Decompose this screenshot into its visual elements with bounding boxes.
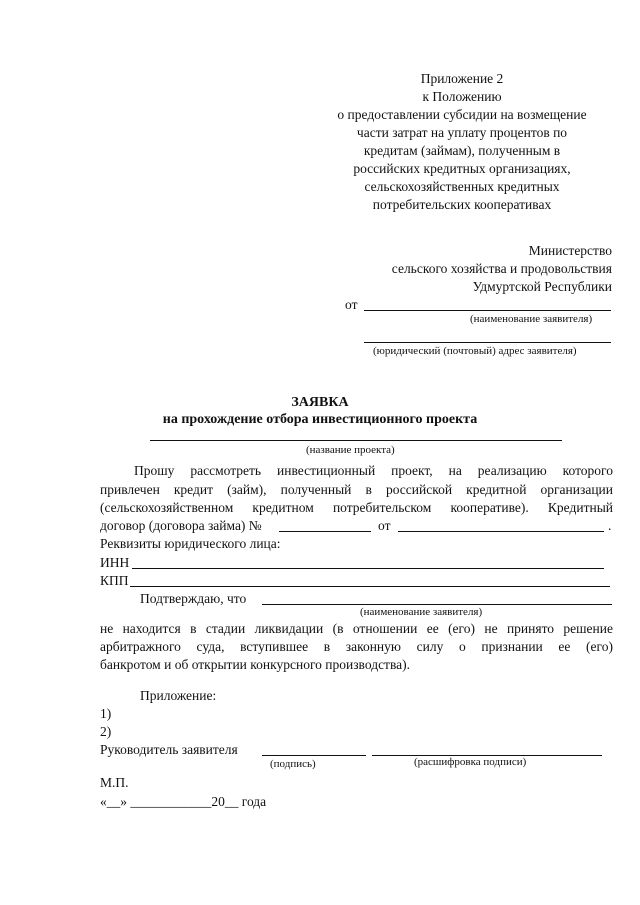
attachment-item: 2)	[100, 724, 112, 739]
appendix-line: о предоставлении субсидии на возмещение	[337, 107, 587, 122]
document-subtitle: на прохождение отбора инвестиционного проекта	[162, 412, 478, 427]
requisites-label: Реквизиты юридического лица:	[100, 536, 281, 551]
confirm-caption: (наименование заявителя)	[360, 606, 483, 618]
body-line: (сельскохозяйственном кредитном потребительском кооперативе). Кредитный	[100, 500, 613, 515]
appendix-line: к Положению	[422, 89, 502, 104]
project-name-caption: (название проекта)	[306, 444, 395, 456]
stamp-label: М.П.	[100, 775, 129, 790]
appendix-line: кредитам (займам), полученным в	[363, 143, 561, 158]
applicant-address-caption: (юридический (почтовый) адрес заявителя)	[373, 345, 577, 357]
contract-date-line	[398, 531, 604, 532]
kpp-line	[130, 586, 610, 587]
contract-from-label: от	[378, 518, 391, 533]
date-line: «__» ____________20__ года	[100, 794, 267, 809]
addressee-line: сельского хозяйства и продовольствия	[391, 261, 612, 276]
appendix-line: сельскохозяйственных кредитных	[364, 179, 560, 194]
status-line: не находится в стадии ликвидации (в отношении ее (его) не принято решение	[100, 621, 613, 636]
inn-line	[132, 568, 604, 569]
from-label: от	[345, 297, 358, 312]
applicant-name-caption: (наименование заявителя)	[470, 313, 593, 325]
signature-label: Руководитель заявителя	[100, 742, 238, 757]
addressee-line: Министерство	[528, 243, 612, 258]
appendix-line: потребительских кооперативах	[372, 197, 552, 212]
signature-decode-caption: (расшифровка подписи)	[414, 756, 527, 768]
appendix-line: российских кредитных организациях,	[353, 161, 571, 176]
contract-label: договор (договора займа) №	[100, 518, 262, 533]
inn-label: ИНН	[100, 555, 130, 570]
appendix-line: Приложение 2	[420, 71, 504, 86]
signature-line	[262, 755, 366, 756]
applicant-address-line	[364, 342, 611, 343]
status-line: банкротом и об открытии конкурсного производства).	[100, 657, 411, 672]
attachment-item: 1)	[100, 706, 112, 721]
project-name-line	[150, 440, 562, 441]
appendix-line: части затрат на уплату процентов по	[356, 125, 568, 140]
confirm-line	[262, 604, 612, 605]
addressee-line: Удмуртской Республики	[472, 279, 612, 294]
attachments-label: Приложение:	[140, 688, 217, 703]
body-line: привлечен кредит (займ), полученный в российской кредитной организации	[100, 482, 613, 497]
confirm-label: Подтверждаю, что	[140, 591, 247, 606]
signature-caption: (подпись)	[270, 758, 316, 770]
kpp-label: КПП	[100, 573, 129, 588]
body-line: Прошу рассмотреть инвестиционный проект, на реализацию которого	[134, 463, 613, 478]
status-line: арбитражного суда, вступившее в законную силу о признании ее (его)	[100, 639, 613, 654]
contract-end: .	[608, 518, 612, 533]
contract-number-line	[279, 531, 371, 532]
document-title: ЗАЯВКА	[291, 395, 349, 410]
applicant-name-line	[364, 310, 611, 311]
